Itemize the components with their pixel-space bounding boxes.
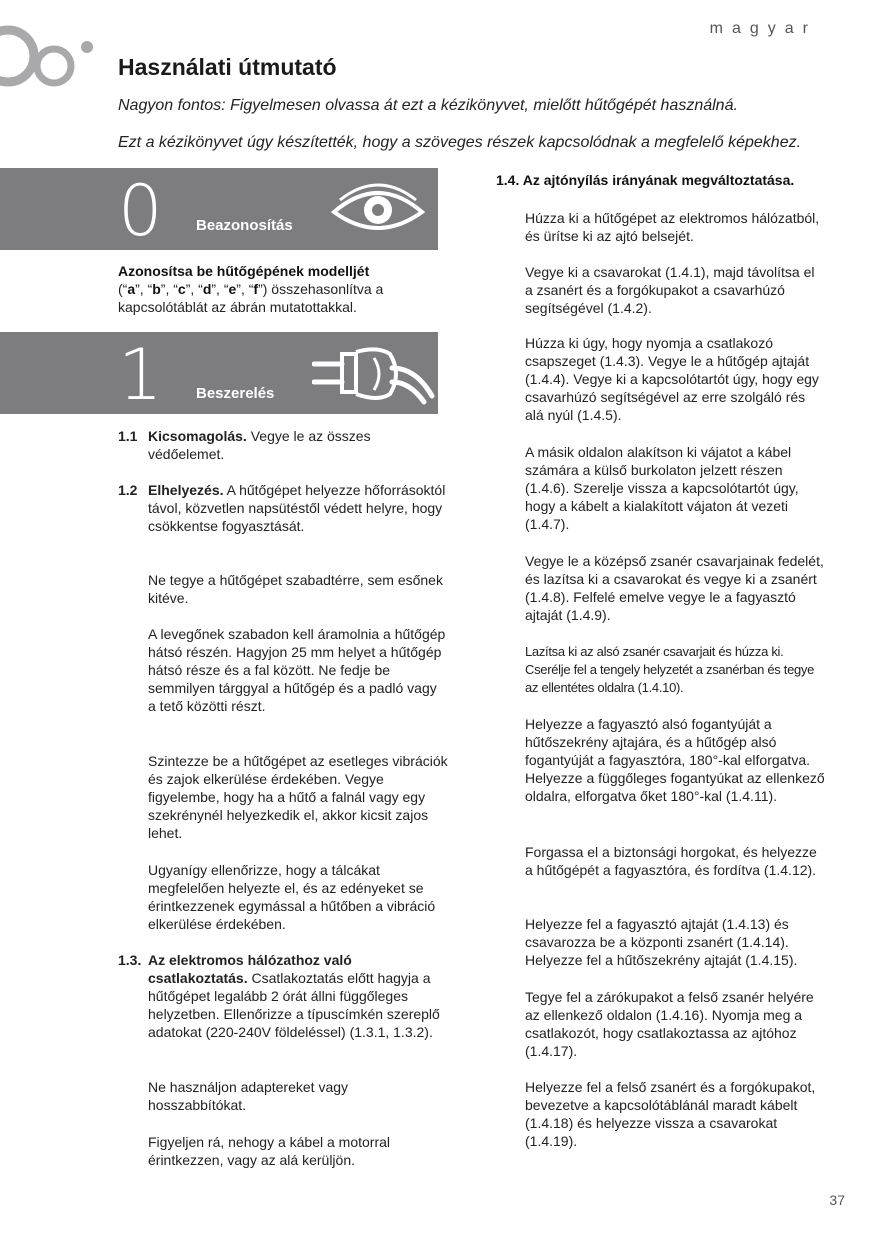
item-text: A hűtőgépet helyezze hőforrásoktól távol, közvetlen napsütéstől védett helyre, hogy csökkentse fogyasztását. — [148, 482, 446, 534]
quote-open: (“ — [118, 281, 128, 297]
section-1-banner — [0, 332, 438, 414]
paragraph: Ne tegye a hűtőgépet szabadtérre, sem esőnek kitéve. — [148, 572, 443, 606]
item-1-2 — [118, 481, 448, 535]
section-0-text — [118, 262, 443, 316]
quote-sep: ”, “ — [135, 281, 153, 297]
item-text: Csatlakoztatás előtt hagyja a hűtőgépet legalább 2 órát állni függőleges helyzetben. Ellenőrizze a típuscímkén szereplő adatokat (220-240V földeléssel) (1.3.1, 1.3.2). — [148, 970, 440, 1040]
item-number: 1.3. — [118, 952, 142, 968]
item-title: Kicsomagolás. — [148, 428, 247, 444]
paragraph: Vegye ki a csavarokat (1.4.1), majd távolítsa el a zsanért és a forgókupakot a csavarhúzó segítségével (1.4.2). — [525, 264, 815, 316]
item-1-3 — [118, 951, 448, 1041]
paragraph: Húzza ki a hűtőgépet az elektromos hálózatból, és ürítse ki az ajtó belsejét. — [525, 210, 820, 244]
model-letter-c: c — [177, 281, 186, 297]
item-title: Az elektromos hálózathoz való csatlakoztatás. — [148, 952, 352, 986]
paragraph: Tegye fel a zárókupakot a felső zsanér helyére az ellenkező oldalon (1.4.16). Nyomja meg a csatlakozót, hogy csatlakoztassa az ajtóhoz (1.4.17). — [525, 989, 814, 1059]
brand-logo-icon — [0, 14, 100, 104]
plug-icon — [312, 346, 436, 406]
section-0-text-rest: ”) összehasonlítva a kapcsolótáblát az ábrán mutatottakkal. — [118, 281, 384, 315]
item-number: 1.2 — [118, 482, 138, 498]
model-letter-d: d — [202, 281, 212, 297]
paragraph: A levegőnek szabadon kell áramolnia a hűtőgép hátsó részén. Hagyjon 25 mm helyet a hűtőgép hátsó része és a fal között. Ne fedje be semmilyen tárggyal a hűtőgép és a padló vagy a tető közötti részt. — [148, 626, 446, 714]
quote-sep: ”, “ — [211, 281, 229, 297]
paragraph: A másik oldalon alakítson ki vájatot a kábel számára a külső burkolaton jelzett részen (1.4.6). Szerelje vissza a kapcsolótartót úgy, hogy a kábelt a kialakított vájaton át vezeti (1.4.7). — [525, 444, 799, 532]
paragraph: Húzza ki úgy, hogy nyomja a csatlakozó csapszeget (1.4.3). Vegye le a hűtőgép ajtaját (1.4.4). Vegye ki a kapcsolótartót úgy, hogy egy csavarhúzó segítségével az erre szolgáló rés alá nyúl (1.4.5). — [525, 335, 819, 423]
model-letter-f: f — [253, 281, 259, 297]
section-0-label: Beazonosítás — [196, 217, 293, 234]
eye-icon — [330, 182, 426, 238]
paragraph: Helyezze fel a felső zsanért és a forgókupakot, bevezetve a kapcsolótáblánál maradt kábelt (1.4.18) és helyezze vissza a csavarokat (1.4.19). — [525, 1079, 816, 1149]
paragraph: Szintezze be a hűtőgépet az esetleges vibrációk és zajok elkerülése érdekében. Vegye figyelembe, hogy ha a hűtő a falnál vagy egy szekrénynél helyezkedik el, akkor kicsit zajos lehet. — [148, 753, 448, 841]
page-title: Használati útmutató — [118, 54, 337, 80]
quote-sep: ”, “ — [160, 281, 178, 297]
quote-sep: ”, “ — [185, 281, 203, 297]
item-title: Elhelyezés. — [148, 482, 224, 498]
section-0-banner — [0, 168, 438, 250]
quote-sep: ”, “ — [236, 281, 254, 297]
paragraph: Helyezze fel a fagyasztó ajtaját (1.4.13) és csavarozza be a központi zsanért (1.4.14). Helyezze fel a hűtőszekrény ajtaját (1.4.15). — [525, 916, 798, 968]
language-label: magyar — [709, 20, 817, 37]
item-number: 1.1 — [118, 428, 138, 444]
section-1-number: 1 — [118, 334, 163, 414]
paragraph: Forgassa el a biztonsági horgokat, és helyezze a hűtőgépét a fagyasztóra, és fordítva (1.4.12). — [525, 844, 817, 878]
section-1-label: Beszerelés — [196, 385, 275, 402]
section-0-number: 0 — [118, 170, 163, 250]
paragraph: Helyezze a fagyasztó alsó fogantyúját a hűtőszekrény ajtajára, és a hűtőgép alsó fogantyúját a fagyasztóra, 180°-kal elforgatva. Helyezze a függőleges fogantyúkat az ellenkező oldalra, elforgatva őket 180°-kal (1.4.11). — [525, 716, 825, 804]
section-1-4-heading: 1.4. Az ajtónyílás irányának megváltoztatása. — [496, 172, 795, 188]
item-1-1 — [118, 427, 448, 463]
section-0-bold: Azonosítsa be hűtőgépének modelljét — [118, 263, 370, 279]
model-letter-a: a — [127, 281, 136, 297]
paragraph: Lazítsa ki az alsó zsanér csavarjait és húzza ki. Cserélje fel a tengely helyzetét a zsanérban és tegye az ellentétes oldalra (1.4.10). — [525, 644, 815, 695]
page-number: 37 — [829, 1192, 845, 1208]
model-letter-b: b — [152, 281, 161, 297]
paragraph: Figyeljen rá, nehogy a kábel a motorral érintkezzen, vagy az alá kerüljön. — [148, 1134, 391, 1168]
paragraph: Ugyanígy ellenőrizze, hogy a tálcákat megfelelően helyezte el, és az edényeket se érintkezzenek egymással a hűtőben a vibráció elkerülése érdekében. — [148, 862, 436, 932]
item-text: Vegye le az összes védőelemet. — [148, 428, 371, 462]
model-letter-e: e — [228, 281, 237, 297]
paragraph: Vegye le a középső zsanér csavarjainak fedelét, és lazítsa ki a csavarokat és vegye ki a zsanért (1.4.8). Felfelé emelve vegye le a fagyasztó ajtaját (1.4.9). — [525, 553, 824, 623]
intro-warning: Nagyon fontos: Figyelmesen olvassa át ezt a kézikönyvet, mielőtt hűtőgépét használná. — [118, 97, 738, 114]
intro-note: Ezt a kézikönyvet úgy készítették, hogy a szöveges részek kapcsolódnak a megfelelő képekhez. — [118, 134, 802, 151]
paragraph: Ne használjon adaptereket vagy hosszabbítókat. — [148, 1079, 349, 1113]
